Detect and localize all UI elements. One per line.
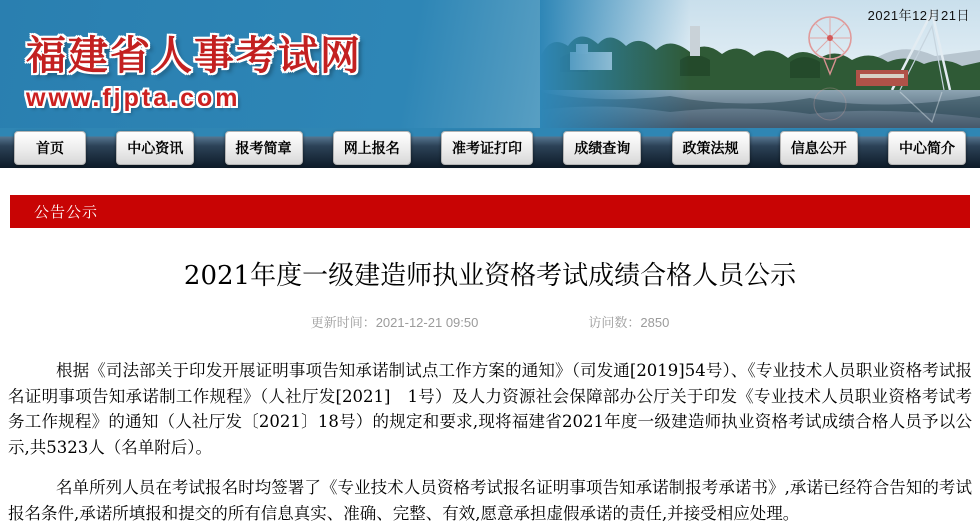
article-paragraph: 名单所列人员在考试报名时均签署了《专业技术人员资格考试报名证明事项告知承诺制报考承诺书》,承诺已经符合告知的考试报名条件,承诺所填报和提交的所有信息真实、准确、完整、有效,愿意承担虚假承诺的责任,并接受相应处理。	[8, 478, 972, 523]
nav-item-admission-ticket-print[interactable]: 准考证打印	[441, 131, 533, 165]
site-logo-title[interactable]: 福建省人事考试网	[26, 34, 362, 78]
nav-item-center-intro[interactable]: 中心简介	[888, 131, 966, 165]
nav-item-score-query[interactable]: 成绩查询	[563, 131, 641, 165]
article-body	[8, 358, 972, 525]
site-logo[interactable]	[26, 36, 362, 111]
main-nav	[0, 128, 980, 168]
updated-time-value: 2021-12-21 09:50	[375, 315, 479, 330]
nav-item-center-news[interactable]: 中心资讯	[116, 131, 194, 165]
site-logo-url[interactable]: www.fjpta.com	[26, 84, 241, 112]
article	[0, 255, 980, 525]
nav-item-home[interactable]: 首页	[14, 131, 86, 165]
updated-time-label: 更新时间：	[310, 315, 376, 330]
article-title: 2021年度一级建造师执业资格考试成绩合格人员公示	[183, 261, 797, 291]
nav-item-exam-guide[interactable]: 报考简章	[225, 131, 303, 165]
nav-item-policies[interactable]: 政策法规	[672, 131, 750, 165]
current-date: 2021年12月21日	[867, 8, 970, 23]
section-banner-announcements	[10, 195, 970, 228]
site-banner	[0, 0, 980, 128]
visit-count-value: 2850	[640, 315, 670, 330]
article-updated-time	[311, 312, 479, 331]
nav-item-info-disclosure[interactable]: 信息公开	[780, 131, 858, 165]
article-meta	[8, 312, 972, 331]
visit-count-label: 访问数：	[588, 315, 641, 330]
article-visit-count	[588, 312, 669, 331]
section-banner-label: 公告公示	[34, 204, 99, 221]
nav-item-online-registration[interactable]: 网上报名	[333, 131, 411, 165]
article-paragraph: 根据《司法部关于印发开展证明事项告知承诺制试点工作方案的通知》（司发通[2019]54号）、《专业技术人员职业资格考试报名证明事项告知承诺制工作规程》（人社厅发[2021] 1号）及人力资源社会保障部办公厅关于印发《专业技术人员职业资格考试考务工作规程》的通知（人社厅发〔2021〕18号）的规定和要求,现将福建省2021年度一级建造师执业资格考试成绩合格人员予以公示,共5323人（名单附后）。	[8, 361, 972, 457]
